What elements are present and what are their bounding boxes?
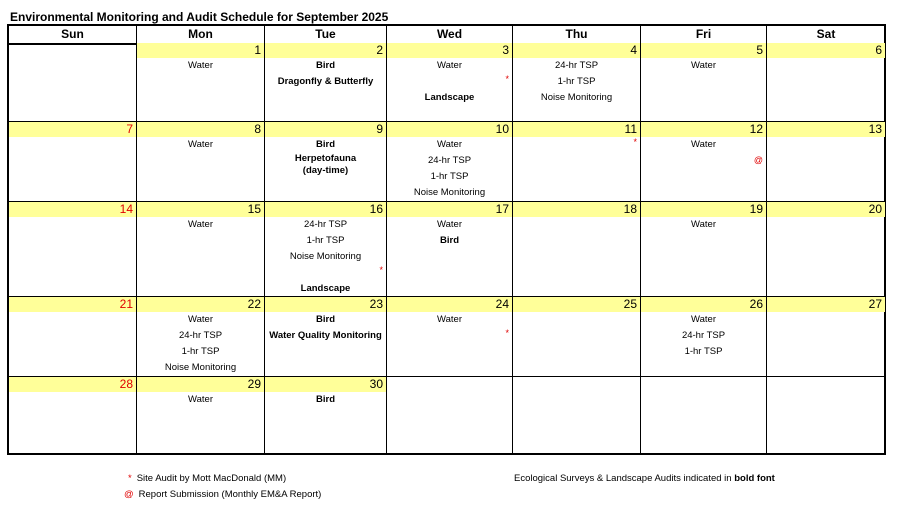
event-item: Water [691, 139, 716, 150]
empty-day-cell [640, 377, 766, 455]
day-number-bar [641, 122, 766, 137]
event-item: 24-hr TSP [427, 155, 472, 166]
day-number: 17 [495, 202, 509, 216]
event-item: 1-hr TSP [306, 235, 345, 246]
day-number-bar [137, 297, 264, 312]
event-list [265, 58, 386, 90]
site-audit-marker: * [505, 74, 509, 84]
event-item: Water [437, 314, 462, 325]
event-list [137, 312, 264, 376]
day-number-bar [767, 297, 885, 312]
weekday-header-tue: Tue [264, 26, 386, 43]
report-text: Report Submission (Monthly EM&A Report) [138, 489, 322, 500]
day-number: 4 [630, 43, 637, 57]
day-number-bar [513, 297, 640, 312]
day-cell-26 [640, 297, 766, 376]
schedule-title: Environmental Monitoring and Audit Schedule for September 2025 [10, 10, 389, 24]
site-audit-symbol: * [128, 473, 132, 484]
day-cell-6 [766, 43, 885, 121]
day-number: 22 [247, 297, 261, 311]
day-number-bar [265, 297, 386, 312]
event-item: Water [188, 219, 213, 230]
event-list [137, 392, 264, 408]
event-list [641, 217, 766, 233]
empty-day-cell [386, 377, 512, 455]
day-number: 11 [624, 122, 637, 136]
day-number: 14 [119, 202, 133, 216]
day-cell-28 [9, 377, 136, 455]
weekday-header-wed: Wed [386, 26, 512, 43]
day-number-bar [137, 122, 264, 137]
day-number-bar [265, 377, 386, 392]
event-item: 1-hr TSP [557, 76, 596, 87]
legend-site-audit [128, 473, 286, 484]
day-cell-2 [264, 43, 386, 121]
event-list [513, 58, 640, 106]
event-item: 1-hr TSP [181, 346, 220, 357]
event-list [137, 58, 264, 74]
event-item: 1-hr TSP [684, 346, 723, 357]
week-row [9, 377, 884, 455]
day-cell-5 [640, 43, 766, 121]
day-cell-7 [9, 122, 136, 201]
event-item: Water Quality Monitoring [269, 330, 382, 341]
event-spacer [387, 74, 512, 90]
empty-day-cell [9, 43, 136, 121]
day-cell-17 [386, 202, 512, 296]
day-number: 2 [376, 43, 383, 57]
day-cell-25 [512, 297, 640, 376]
event-item: Dragonfly & Butterfly [277, 76, 374, 87]
day-number-bar [137, 202, 264, 217]
event-list [265, 392, 386, 408]
day-number: 23 [369, 297, 383, 311]
week-row [9, 43, 884, 122]
weekday-header-thu: Thu [512, 26, 640, 43]
event-item: Bird [316, 394, 335, 405]
day-cell-30 [264, 377, 386, 455]
day-number-bar [513, 202, 640, 217]
day-number: 20 [868, 202, 882, 216]
day-number: 10 [495, 122, 509, 136]
day-number-bar [641, 43, 766, 58]
event-item: 24-hr TSP [178, 330, 223, 341]
weekday-header-fri: Fri [640, 26, 766, 43]
event-item: Bird [440, 235, 459, 246]
event-item: Noise Monitoring [413, 187, 486, 198]
day-number: 28 [119, 377, 133, 391]
event-list [641, 312, 766, 360]
event-item: 24-hr TSP [303, 219, 348, 230]
event-spacer [265, 265, 386, 281]
bold-note-bold: bold font [734, 473, 775, 484]
day-number: 16 [369, 202, 383, 216]
event-item: Water [437, 60, 462, 71]
day-number-bar [9, 43, 136, 58]
calendar-grid [7, 24, 886, 455]
day-number-bar [9, 122, 136, 137]
day-number-bar [767, 377, 885, 392]
report-submission-marker: @ [753, 155, 763, 165]
day-number-bar [767, 43, 885, 58]
day-cell-24 [386, 297, 512, 376]
day-number-bar [513, 122, 640, 137]
day-number-bar [387, 297, 512, 312]
event-item: Noise Monitoring [289, 251, 362, 262]
day-cell-12 [640, 122, 766, 201]
weekday-header-sun: Sun [61, 27, 84, 41]
day-cell-29 [136, 377, 264, 455]
day-number: 19 [749, 202, 763, 216]
event-item: Water [691, 60, 716, 71]
event-item: Water [691, 314, 716, 325]
day-cell-22 [136, 297, 264, 376]
event-item: 1-hr TSP [430, 171, 469, 182]
event-list [641, 137, 766, 165]
day-number-bar [137, 377, 264, 392]
event-list [387, 137, 512, 201]
week-row [9, 297, 884, 377]
day-number: 12 [749, 122, 763, 136]
event-item: Bird [316, 139, 335, 150]
day-cell-23 [264, 297, 386, 376]
event-item: Landscape [300, 283, 351, 294]
event-list [137, 217, 264, 233]
event-list [265, 217, 386, 297]
empty-day-cell [766, 377, 885, 455]
event-item: Landscape [424, 92, 475, 103]
event-item: Water [691, 219, 716, 230]
week-row [9, 202, 884, 297]
day-cell-4 [512, 43, 640, 121]
day-cell-21 [9, 297, 136, 376]
day-number: 25 [623, 297, 637, 311]
day-number: 26 [749, 297, 763, 311]
event-item: Water [188, 139, 213, 150]
day-number: 5 [756, 43, 763, 57]
event-list [265, 137, 386, 177]
day-number: 13 [868, 122, 882, 136]
event-item: Water [437, 139, 462, 150]
day-number-bar [767, 122, 885, 137]
day-number: 30 [369, 377, 383, 391]
weekday-header-mon: Mon [136, 26, 264, 43]
day-number-bar [767, 202, 885, 217]
event-list [387, 217, 512, 249]
event-item: Bird [316, 314, 335, 325]
day-number: 29 [247, 377, 261, 391]
day-number: 1 [254, 43, 261, 57]
event-item: Herpetofauna (day-time) [294, 153, 357, 176]
day-number-bar [387, 122, 512, 137]
day-cell-9 [264, 122, 386, 201]
site-audit-marker: * [633, 137, 637, 147]
event-item: Water [188, 314, 213, 325]
event-list [137, 137, 264, 153]
day-cell-10 [386, 122, 512, 201]
event-list [641, 58, 766, 74]
day-number-bar [387, 377, 512, 392]
day-number-bar [641, 377, 766, 392]
day-number: 8 [254, 122, 261, 136]
event-item: Water [188, 394, 213, 405]
event-item: 24-hr TSP [554, 60, 599, 71]
event-item: Water [437, 219, 462, 230]
empty-day-cell [512, 377, 640, 455]
event-item: Bird [316, 60, 335, 71]
day-number: 9 [376, 122, 383, 136]
day-cell-11 [512, 122, 640, 201]
day-number-bar [9, 297, 136, 312]
day-number: 7 [126, 122, 133, 136]
day-cell-19 [640, 202, 766, 296]
day-cell-18 [512, 202, 640, 296]
day-cell-13 [766, 122, 885, 201]
day-cell-1 [136, 43, 264, 121]
day-cell-8 [136, 122, 264, 201]
day-cell-16 [264, 202, 386, 296]
day-cell-20 [766, 202, 885, 296]
report-symbol: @ [124, 489, 134, 500]
week-row [9, 122, 884, 202]
event-list [265, 312, 386, 344]
day-number: 6 [875, 43, 882, 57]
event-item: Noise Monitoring [540, 92, 613, 103]
day-cell-3 [386, 43, 512, 121]
day-number: 3 [502, 43, 509, 57]
day-number: 24 [495, 297, 509, 311]
event-item: Noise Monitoring [164, 362, 237, 373]
day-number: 27 [868, 297, 882, 311]
legend-report [124, 489, 321, 500]
day-number-bar [513, 43, 640, 58]
weekday-header-sat: Sat [766, 26, 885, 43]
event-list [387, 58, 512, 106]
event-item: Water [188, 60, 213, 71]
day-cell-27 [766, 297, 885, 376]
day-number-bar [387, 43, 512, 58]
day-number-bar [9, 377, 136, 392]
day-number: 15 [247, 202, 261, 216]
day-number-bar [387, 202, 512, 217]
day-number-bar [513, 377, 640, 392]
day-number-bar [265, 202, 386, 217]
site-audit-marker: * [379, 265, 383, 275]
legend-bold-note [514, 473, 775, 484]
day-number: 18 [623, 202, 637, 216]
day-number-bar [641, 202, 766, 217]
bold-note-prefix: Ecological Surveys & Landscape Audits indicated in [514, 473, 735, 484]
day-cell-15 [136, 202, 264, 296]
day-cell-14 [9, 202, 136, 296]
event-list [387, 312, 512, 338]
day-number-bar [265, 122, 386, 137]
event-item: 24-hr TSP [681, 330, 726, 341]
site-audit-text: Site Audit by Mott MacDonald (MM) [136, 473, 287, 484]
site-audit-marker: * [505, 328, 509, 338]
day-number-bar [9, 202, 136, 217]
day-number-bar [641, 297, 766, 312]
day-number-bar [265, 43, 386, 58]
day-number-bar [137, 43, 264, 58]
day-number: 21 [119, 297, 133, 311]
